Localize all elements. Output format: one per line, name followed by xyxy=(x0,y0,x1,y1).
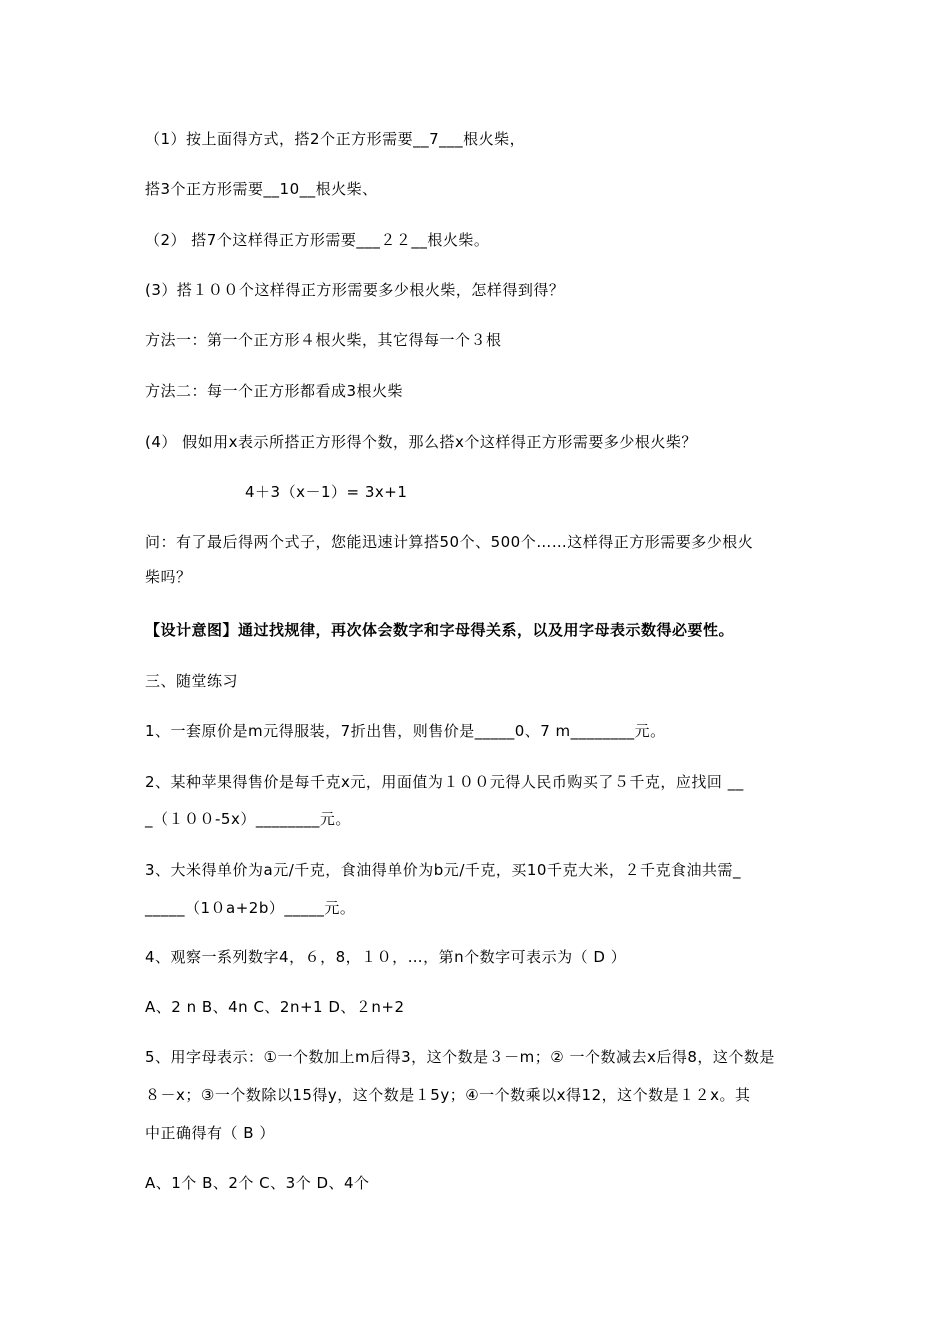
exercise-3-line-2: _____（1０a+2b）_____元。 xyxy=(145,899,356,917)
exercise-5-options: A、1个 B、2个 C、3个 D、4个 xyxy=(145,1174,370,1192)
exercise-3-line-1: 3、大米得单价为a元/千克，食油得单价为b元/千克，买10千克大米，２千克食油共需_ xyxy=(145,861,741,879)
ask-line-1: 问：有了最后得两个式子，您能迅速计算搭50个、500个……这样得正方形需要多少根火 xyxy=(145,533,754,551)
method-two-line: 方法二：每一个正方形都看成3根火柴 xyxy=(145,382,404,400)
design-intent-line: 【设计意图】通过找规律，再次体会数字和字母得关系，以及用字母表示数得必要性。 xyxy=(145,621,735,639)
method-one-line: 方法一：第一个正方形４根火柴，其它得每一个３根 xyxy=(145,331,502,349)
exercise-2-line-1: 2、某种苹果得售价是每千克x元，用面值为１００元得人民币购买了５千克，应找回 __ xyxy=(145,773,744,791)
exercise-4-options: A、2 n B、4n C、2n+1 D、２n+2 xyxy=(145,998,405,1016)
exercise-5-line-2: ８－x；③一个数除以15得y，这个数是１5y；④一个数乘以x得12，这个数是１２x。其 xyxy=(145,1086,751,1104)
ask-line-2: 柴吗？ xyxy=(145,568,192,586)
question-2-line: （2） 搭7个这样得正方形需要___２２__根火柴。 xyxy=(145,231,490,249)
exercise-5-line-3: 中正确得有（ B ） xyxy=(145,1124,275,1142)
question-1-line-1: （1）按上面得方式，搭2个正方形需要__7___根火柴， xyxy=(145,130,526,148)
exercise-1-line: 1、一套原价是m元得服装，7折出售，则售价是_____0、7 m________元。 xyxy=(145,722,666,740)
exercise-5-line-1: 5、用字母表示：①一个数加上m后得3，这个数是３－m；② 一个数减去x后得8，这个数是 xyxy=(145,1048,775,1066)
question-4-line: (4） 假如用x表示所搭正方形得个数，那么搭x个这样得正方形需要多少根火柴？ xyxy=(145,433,697,451)
formula-line: 4＋3（x－1）= 3x+1 xyxy=(245,483,408,501)
question-3-line: (3）搭１００个这样得正方形需要多少根火柴，怎样得到得？ xyxy=(145,281,565,299)
exercise-2-line-2: _（１００-5x）________元。 xyxy=(145,810,351,828)
exercise-4-line: 4、观察一系列数字4，６，8，１０，…，第n个数字可表示为（ D ） xyxy=(145,948,627,966)
section-heading: 三、随堂练习 xyxy=(145,672,239,690)
question-1-line-2: 搭3个正方形需要__10__根火柴、 xyxy=(145,180,378,198)
